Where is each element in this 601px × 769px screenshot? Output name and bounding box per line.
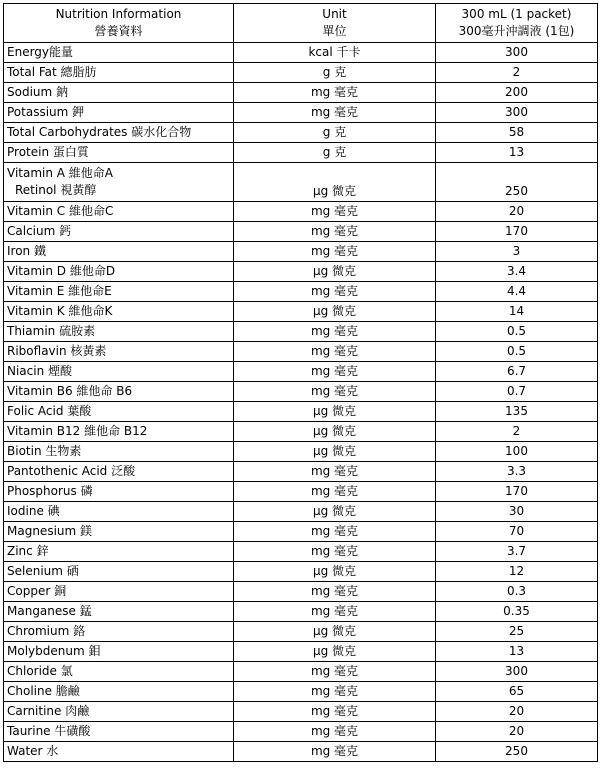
nutrient-value: 250 — [436, 163, 598, 202]
nutrient-name: Vitamin A 維他命A — [7, 166, 114, 180]
header-nutrition-en: Nutrition Information — [55, 7, 182, 21]
table-row — [4, 482, 598, 502]
nutrient-name: Vitamin C 維他命C — [7, 204, 114, 218]
nutrition-body — [4, 43, 598, 762]
nutrient-name: Manganese 錳 — [7, 604, 92, 618]
nutrient-name-cell — [4, 322, 234, 342]
nutrient-name-cell — [4, 722, 234, 742]
nutrient-name: Biotin 生物素 — [7, 444, 82, 458]
nutrient-value: 6.7 — [436, 362, 598, 382]
table-row — [4, 562, 598, 582]
table-row — [4, 362, 598, 382]
nutrient-unit: mg 毫克 — [234, 482, 436, 502]
table-row — [4, 622, 598, 642]
nutrient-name-cell — [4, 202, 234, 222]
table-row — [4, 602, 598, 622]
nutrient-unit: µg 微克 — [234, 642, 436, 662]
nutrient-unit: mg 毫克 — [234, 103, 436, 123]
nutrient-value: 20 — [436, 722, 598, 742]
nutrient-name-cell — [4, 222, 234, 242]
table-row — [4, 143, 598, 163]
header-serving-en: 300 mL (1 packet) — [461, 7, 572, 21]
nutrient-name: Total Carbohydrates 碳水化合物 — [7, 125, 192, 139]
table-row — [4, 422, 598, 442]
nutrient-name: Iron 鐵 — [7, 244, 46, 258]
table-row — [4, 502, 598, 522]
nutrient-value: 0.35 — [436, 602, 598, 622]
table-row — [4, 262, 598, 282]
nutrient-name-cell — [4, 542, 234, 562]
nutrient-value: 65 — [436, 682, 598, 702]
nutrient-name-cell — [4, 622, 234, 642]
nutrient-name: Phosphorus 磷 — [7, 484, 93, 498]
nutrient-unit: mg 毫克 — [234, 542, 436, 562]
nutrient-name-cell — [4, 342, 234, 362]
nutrient-unit: µg 微克 — [234, 422, 436, 442]
nutrient-name: Copper 銅 — [7, 584, 67, 598]
table-row — [4, 522, 598, 542]
nutrient-name-cell — [4, 582, 234, 602]
nutrient-unit: mg 毫克 — [234, 202, 436, 222]
table-row — [4, 163, 598, 202]
nutrient-value: 200 — [436, 83, 598, 103]
nutrition-table — [3, 3, 598, 762]
nutrient-value: 70 — [436, 522, 598, 542]
header-serving — [436, 4, 598, 43]
nutrient-name-cell — [4, 123, 234, 143]
nutrient-value: 300 — [436, 662, 598, 682]
nutrient-name: Carnitine 肉鹼 — [7, 704, 90, 718]
nutrient-unit: mg 毫克 — [234, 682, 436, 702]
nutrient-value: 170 — [436, 482, 598, 502]
header-unit-en: Unit — [322, 7, 347, 21]
nutrient-subname: Retinol 視黃醇 — [15, 183, 97, 197]
nutrient-name: Riboflavin 核黃素 — [7, 344, 107, 358]
nutrient-name: Vitamin K 維他命K — [7, 304, 113, 318]
nutrient-name-cell — [4, 482, 234, 502]
nutrient-value: 0.3 — [436, 582, 598, 602]
header-nutrition-zh: 營養資料 — [94, 24, 143, 38]
nutrient-unit: mg 毫克 — [234, 83, 436, 103]
nutrient-name: Selenium 硒 — [7, 564, 79, 578]
nutrient-value: 0.7 — [436, 382, 598, 402]
nutrient-name: Vitamin D 維他命D — [7, 264, 116, 278]
nutrient-unit: µg 微克 — [234, 163, 436, 202]
nutrient-name: Vitamin B6 維他命 B6 — [7, 384, 133, 398]
nutrient-unit: mg 毫克 — [234, 242, 436, 262]
nutrient-unit: mg 毫克 — [234, 522, 436, 542]
nutrient-unit: mg 毫克 — [234, 742, 436, 762]
nutrient-name: Chloride 氯 — [7, 664, 73, 678]
nutrient-name-cell — [4, 63, 234, 83]
nutrient-name-cell — [4, 422, 234, 442]
nutrient-value: 2 — [436, 63, 598, 83]
nutrient-value: 13 — [436, 642, 598, 662]
nutrient-name-cell — [4, 602, 234, 622]
nutrient-name-cell — [4, 682, 234, 702]
table-row — [4, 282, 598, 302]
nutrient-value: 13 — [436, 143, 598, 163]
nutrient-name-cell — [4, 522, 234, 542]
nutrient-value: 30 — [436, 502, 598, 522]
nutrient-name-cell — [4, 143, 234, 163]
nutrient-unit: g 克 — [234, 143, 436, 163]
nutrient-value: 3.3 — [436, 462, 598, 482]
nutrient-unit: µg 微克 — [234, 402, 436, 422]
nutrient-unit: mg 毫克 — [234, 382, 436, 402]
table-row — [4, 322, 598, 342]
nutrient-name-cell — [4, 442, 234, 462]
nutrient-value: 2 — [436, 422, 598, 442]
table-row — [4, 242, 598, 262]
header-nutrition-information — [4, 4, 234, 43]
nutrient-name-cell — [4, 382, 234, 402]
nutrient-name: Choline 膽鹼 — [7, 684, 80, 698]
table-row — [4, 642, 598, 662]
nutrient-value: 20 — [436, 702, 598, 722]
nutrient-name: Taurine 牛磺酸 — [7, 724, 91, 738]
nutrient-unit: mg 毫克 — [234, 362, 436, 382]
nutrient-name-cell — [4, 402, 234, 422]
nutrient-unit: mg 毫克 — [234, 282, 436, 302]
nutrient-name: Thiamin 硫胺素 — [7, 324, 96, 338]
table-row — [4, 742, 598, 762]
nutrient-name: Protein 蛋白質 — [7, 145, 89, 159]
nutrient-name-cell — [4, 562, 234, 582]
table-row — [4, 302, 598, 322]
nutrient-name: Sodium 鈉 — [7, 85, 69, 99]
nutrient-unit: µg 微克 — [234, 622, 436, 642]
nutrient-value: 14 — [436, 302, 598, 322]
nutrient-name: Potassium 鉀 — [7, 105, 85, 119]
nutrient-name: Pantothenic Acid 泛酸 — [7, 464, 136, 478]
nutrient-value: 25 — [436, 622, 598, 642]
nutrient-value: 20 — [436, 202, 598, 222]
table-row — [4, 43, 598, 63]
nutrient-unit: mg 毫克 — [234, 342, 436, 362]
nutrient-name-cell — [4, 262, 234, 282]
nutrient-name-cell — [4, 642, 234, 662]
nutrient-name: Folic Acid 葉酸 — [7, 404, 92, 418]
table-row — [4, 103, 598, 123]
nutrient-value: 3.7 — [436, 542, 598, 562]
nutrient-name: Calcium 鈣 — [7, 224, 72, 238]
nutrient-unit: kcal 千卡 — [234, 43, 436, 63]
table-row — [4, 402, 598, 422]
nutrient-name-cell — [4, 742, 234, 762]
nutrient-unit: mg 毫克 — [234, 602, 436, 622]
nutrient-value: 250 — [436, 742, 598, 762]
table-row — [4, 722, 598, 742]
nutrient-name: Total Fat 總脂肪 — [7, 65, 97, 79]
table-row — [4, 662, 598, 682]
table-row — [4, 582, 598, 602]
nutrient-unit: mg 毫克 — [234, 722, 436, 742]
nutrient-value: 170 — [436, 222, 598, 242]
nutrient-name-cell — [4, 702, 234, 722]
header-unit-zh: 單位 — [322, 24, 347, 38]
nutrient-name: Vitamin E 維他命E — [7, 284, 112, 298]
nutrient-name-cell — [4, 502, 234, 522]
header-serving-zh: 300毫升沖調液 (1包) — [458, 24, 575, 38]
nutrient-unit: µg 微克 — [234, 262, 436, 282]
nutrient-unit: µg 微克 — [234, 562, 436, 582]
nutrient-name-cell — [4, 43, 234, 63]
nutrient-unit: mg 毫克 — [234, 222, 436, 242]
table-row — [4, 702, 598, 722]
nutrient-unit: g 克 — [234, 63, 436, 83]
nutrient-name-cell — [4, 163, 234, 202]
nutrient-name: Energy能量 — [7, 45, 74, 59]
table-row — [4, 83, 598, 103]
nutrient-name: Iodine 碘 — [7, 504, 60, 518]
nutrient-unit: g 克 — [234, 123, 436, 143]
nutrient-name: Water 水 — [7, 744, 59, 758]
nutrient-unit: mg 毫克 — [234, 322, 436, 342]
nutrient-value: 0.5 — [436, 342, 598, 362]
table-row — [4, 63, 598, 83]
nutrient-name-cell — [4, 302, 234, 322]
nutrient-name: Vitamin B12 維他命 B12 — [7, 424, 148, 438]
nutrient-value: 3.4 — [436, 262, 598, 282]
nutrient-unit: mg 毫克 — [234, 702, 436, 722]
nutrient-name: Chromium 鉻 — [7, 624, 86, 638]
nutrient-unit: mg 毫克 — [234, 462, 436, 482]
nutrient-value: 58 — [436, 123, 598, 143]
nutrient-name-cell — [4, 362, 234, 382]
nutrient-value: 12 — [436, 562, 598, 582]
nutrient-name-cell — [4, 242, 234, 262]
table-row — [4, 123, 598, 143]
nutrient-name: Niacin 煙酸 — [7, 364, 73, 378]
table-row — [4, 442, 598, 462]
nutrient-name-cell — [4, 83, 234, 103]
table-row — [4, 542, 598, 562]
nutrient-name: Molybdenum 鉬 — [7, 644, 101, 658]
nutrient-value: 135 — [436, 402, 598, 422]
header-unit — [234, 4, 436, 43]
nutrient-value: 300 — [436, 103, 598, 123]
nutrient-name: Zinc 鋅 — [7, 544, 49, 558]
nutrient-unit: µg 微克 — [234, 442, 436, 462]
nutrient-value: 300 — [436, 43, 598, 63]
nutrient-unit: mg 毫克 — [234, 582, 436, 602]
nutrient-value: 100 — [436, 442, 598, 462]
nutrient-value: 3 — [436, 242, 598, 262]
nutrient-name-cell — [4, 103, 234, 123]
nutrient-value: 0.5 — [436, 322, 598, 342]
header-row — [4, 4, 598, 43]
nutrient-unit: µg 微克 — [234, 302, 436, 322]
nutrient-unit: mg 毫克 — [234, 662, 436, 682]
table-row — [4, 202, 598, 222]
nutrient-name: Magnesium 鎂 — [7, 524, 93, 538]
nutrient-name-cell — [4, 282, 234, 302]
table-row — [4, 682, 598, 702]
table-row — [4, 382, 598, 402]
nutrient-unit: µg 微克 — [234, 502, 436, 522]
table-row — [4, 462, 598, 482]
table-row — [4, 222, 598, 242]
nutrient-name-cell — [4, 462, 234, 482]
nutrient-name-cell — [4, 662, 234, 682]
table-row — [4, 342, 598, 362]
nutrient-value: 4.4 — [436, 282, 598, 302]
